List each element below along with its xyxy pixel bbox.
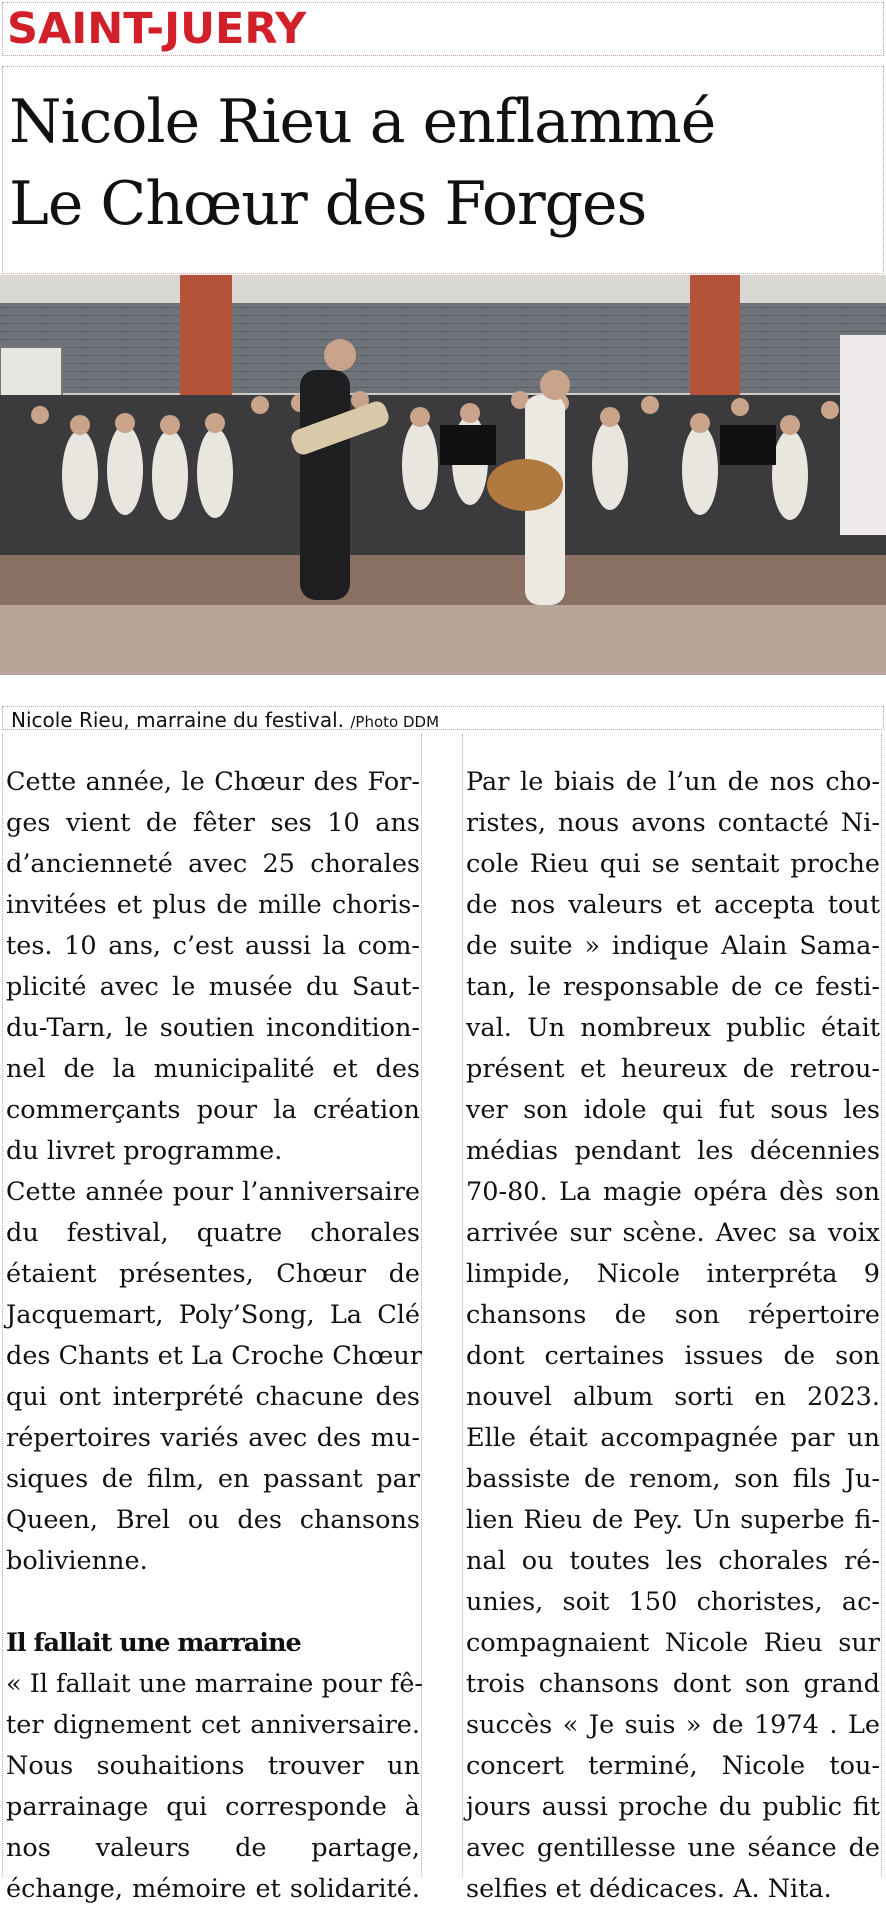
section-label: SAINT-JUERY bbox=[7, 4, 307, 54]
article-line: nal ou toutes les chorales ré- bbox=[466, 1546, 880, 1576]
article-line: Cette année, le Chœur des For- bbox=[6, 767, 420, 797]
article-line: Nous souhaitions trouver un bbox=[6, 1751, 420, 1781]
article-line: nos valeurs de partage, bbox=[6, 1833, 420, 1863]
headline bbox=[9, 81, 715, 245]
article-line: ristes, nous avons contacté Ni- bbox=[466, 808, 880, 838]
article-line: du festival, quatre chorales bbox=[6, 1218, 420, 1248]
caption-box bbox=[2, 706, 884, 730]
article-line: parrainage qui corresponde à bbox=[6, 1792, 420, 1822]
paragraph-gap bbox=[6, 1582, 421, 1623]
article-line: dont certaines issues de son bbox=[466, 1341, 880, 1371]
article-line: siques de film, en passant par bbox=[6, 1464, 420, 1494]
concert-photo bbox=[0, 275, 886, 675]
article-line: Elle était accompagnée par un bbox=[466, 1423, 880, 1453]
article-line: médias pendant les décennies bbox=[466, 1136, 880, 1166]
article-line: ter dignement cet anniversaire. bbox=[6, 1710, 420, 1740]
article-line: qui ont interprété chacune des bbox=[6, 1382, 420, 1412]
section-header bbox=[2, 2, 884, 56]
article-line: répertoires variés avec des mu- bbox=[6, 1423, 420, 1453]
photo-caption bbox=[11, 708, 439, 732]
article-line: selfies et dédicaces. A. Nita. bbox=[466, 1874, 832, 1904]
article-line: unies, soit 150 choristes, ac- bbox=[466, 1587, 880, 1617]
article-line: présent et heureux de retrou- bbox=[466, 1054, 880, 1084]
article-line: 70-80. La magie opéra dès son bbox=[466, 1177, 880, 1207]
article-line: du-Tarn, le soutien incondition- bbox=[6, 1013, 420, 1043]
article-line: Par le biais de l’un de nos cho- bbox=[466, 767, 880, 797]
article-line: trois chansons dont son grand bbox=[466, 1669, 880, 1699]
article-line: val. Un nombreux public était bbox=[466, 1013, 880, 1043]
headline-line-1: Nicole Rieu a enflammé bbox=[9, 87, 716, 157]
caption-text: Nicole Rieu, marraine du festival. bbox=[11, 708, 344, 732]
article-line: bassiste de renom, son fils Ju- bbox=[466, 1464, 880, 1494]
article-line: du livret programme. bbox=[6, 1136, 283, 1166]
article-line: invitées et plus de mille choris- bbox=[6, 890, 420, 920]
article-line: Queen, Brel ou des chansons bbox=[6, 1505, 420, 1535]
article-line: nouvel album sorti en 2023. bbox=[466, 1382, 880, 1412]
article-line: étaient présentes, Chœur de bbox=[6, 1259, 420, 1289]
article-line: Cette année pour l’anniversaire bbox=[6, 1177, 420, 1207]
article-line: « Il fallait une marraine pour fê- bbox=[6, 1669, 424, 1699]
article-line: Jacquemart, Poly’Song, La Clé bbox=[6, 1300, 420, 1330]
article-line: de nos valeurs et accepta tout bbox=[466, 890, 880, 920]
article-line: avec gentillesse une séance de bbox=[466, 1833, 880, 1863]
article-line: bolivienne. bbox=[6, 1546, 148, 1576]
article-subhead: Il fallait une marraine bbox=[6, 1628, 301, 1658]
article-line: arrivée sur scène. Avec sa voix bbox=[466, 1218, 880, 1248]
article-line: lien Rieu de Pey. Un superbe fi- bbox=[466, 1505, 880, 1535]
article-line: des Chants et La Croche Chœur bbox=[6, 1341, 423, 1371]
article-line: chansons de son répertoire bbox=[466, 1300, 880, 1330]
article-line: plicité avec le musée du Saut- bbox=[6, 972, 420, 1002]
headline-box bbox=[2, 66, 884, 274]
article-line: succès « Je suis » de 1974 . Le bbox=[466, 1710, 880, 1740]
article-line: tes. 10 ans, c’est aussi la com- bbox=[6, 931, 420, 961]
article-line: commerçants pour la création bbox=[6, 1095, 420, 1125]
article-line: de suite » indique Alain Sama- bbox=[466, 931, 880, 961]
article-column-right bbox=[462, 734, 882, 1904]
article-column-left bbox=[2, 734, 424, 1904]
article-line: limpide, Nicole interpréta 9 bbox=[466, 1259, 880, 1289]
article-line: compagnaient Nicole Rieu sur bbox=[466, 1628, 880, 1658]
photo-credit: /Photo DDM bbox=[350, 713, 440, 731]
article-line: jours aussi proche du public fit bbox=[466, 1792, 880, 1822]
article-line: tan, le responsable de ce festi- bbox=[466, 972, 880, 1002]
article-line: d’ancienneté avec 25 chorales bbox=[6, 849, 420, 879]
article-line: ges vient de fêter ses 10 ans bbox=[6, 808, 420, 838]
article-line: échange, mémoire et solidarité. bbox=[6, 1874, 420, 1904]
article-line: ver son idole qui fut sous les bbox=[466, 1095, 880, 1125]
article-line: concert terminé, Nicole tou- bbox=[466, 1751, 880, 1781]
article-line: nel de la municipalité et des bbox=[6, 1054, 420, 1084]
headline-line-2: Le Chœur des Forges bbox=[9, 169, 647, 239]
article-line: cole Rieu qui se sentait proche bbox=[466, 849, 880, 879]
